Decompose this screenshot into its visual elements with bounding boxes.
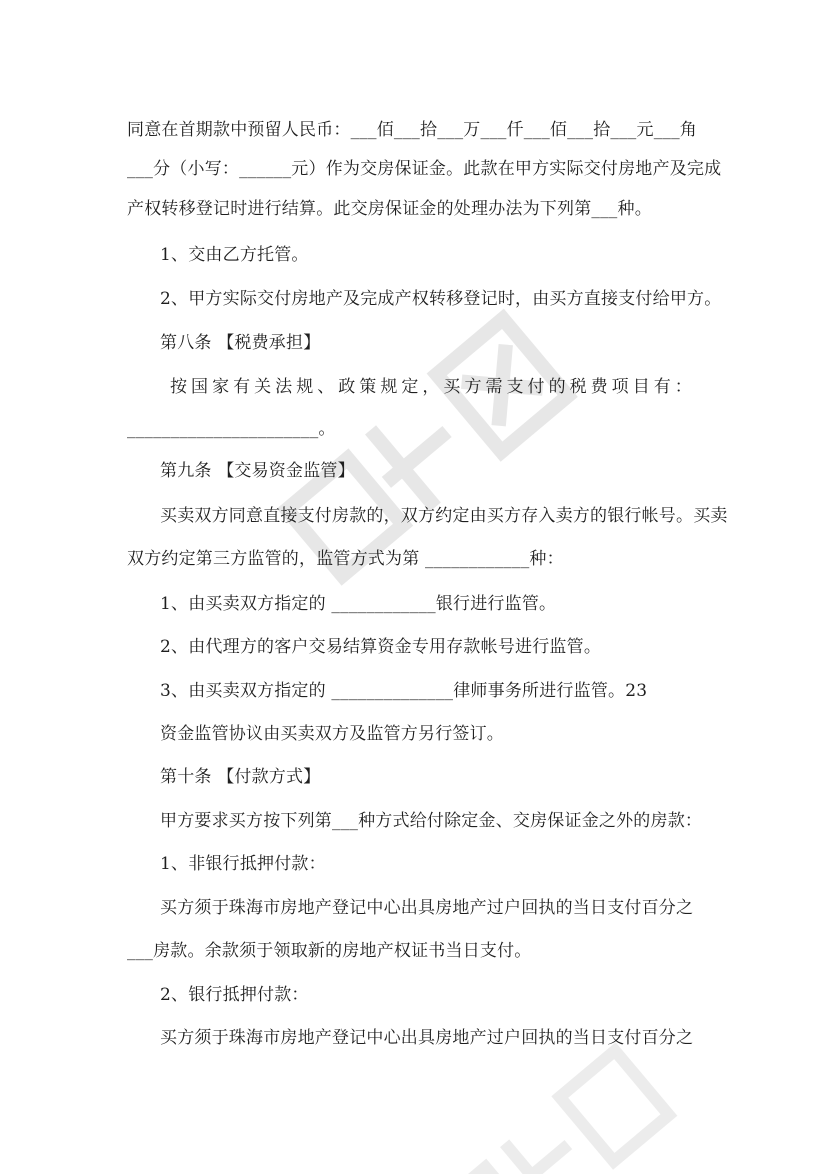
text-line: 资金监管协议由买卖双方及监管方另行签订。 (160, 724, 504, 744)
text-line: ___分（小写：______元）作为交房保证金。此款在甲方实际交付房地产及完成 (127, 159, 722, 179)
text-glyph: 政 (338, 377, 356, 397)
text-glyph: 目 (632, 377, 650, 397)
text-line (170, 377, 692, 397)
watermark-icon (245, 270, 605, 630)
text-line: 买卖双方同意直接支付房款的，双方约定由买方存入卖方的银行帐号。买卖 (160, 506, 728, 526)
text-line: 买方须于珠海市房地产登记中心出具房地产过户回执的当日支付百分之 (160, 898, 694, 918)
text-glyph: 税 (569, 377, 587, 397)
text-glyph: 国 (191, 377, 209, 397)
text-glyph: ： (674, 377, 692, 397)
text-glyph: 、 (317, 377, 335, 397)
text-glyph: 关 (254, 377, 272, 397)
text-glyph: 有 (653, 377, 671, 397)
section-heading: 第九条 【交易资金监管】 (160, 461, 355, 481)
text-line: 双方约定第三方监管的，监管方式为第 ____________种： (127, 549, 564, 569)
text-glyph: 项 (611, 377, 629, 397)
text-glyph: 策 (359, 377, 377, 397)
text-glyph: 支 (506, 377, 524, 397)
text-glyph: 买 (443, 377, 461, 397)
text-glyph: ， (422, 377, 440, 397)
text-glyph: 需 (485, 377, 503, 397)
list-item: 2、银行抵押付款： (160, 985, 309, 1005)
text-glyph: 有 (233, 377, 251, 397)
section-heading: 第十条 【付款方式】 (160, 767, 321, 787)
list-item: 3、由买卖双方指定的 ______________律师事务所进行监管。23 (160, 681, 648, 701)
text-glyph: 费 (590, 377, 608, 397)
list-item: 2、由代理方的客户交易结算资金专用存款帐号进行监管。 (160, 637, 602, 657)
text-glyph: 家 (212, 377, 230, 397)
text-line: 产权转移登记时进行结算。此交房保证金的处理办法为下列第___种。 (127, 199, 652, 219)
text-glyph: 付 (527, 377, 545, 397)
text-line: 买方须于珠海市房地产登记中心出具房地产过户回执的当日支付百分之 (160, 1028, 694, 1048)
text-line: ___房款。余款须于领取新的房地产权证书当日支付。 (127, 941, 532, 961)
list-item: 1、交由乙方托管。 (160, 245, 309, 265)
text-glyph: 按 (170, 377, 187, 397)
text-glyph: 的 (548, 377, 566, 397)
list-item: 2、甲方实际交付房地产及完成产权转移登记时，由买方直接支付给甲方。 (160, 289, 722, 309)
text-glyph: 规 (380, 377, 398, 397)
list-item: 1、由买卖双方指定的 ____________银行进行监管。 (160, 594, 557, 614)
text-glyph: 定 (401, 377, 419, 397)
text-line: ______________________。 (127, 419, 336, 439)
text-glyph: 方 (464, 377, 482, 397)
text-line: 同意在首期款中预留人民币：___佰___拾___万___仟___佰___拾___元___角 (127, 120, 697, 140)
text-glyph: 规 (296, 377, 314, 397)
text-glyph: 法 (275, 377, 293, 397)
section-heading: 第八条 【税费承担】 (160, 333, 321, 353)
text-line: 甲方要求买方按下列第___种方式给付除定金、交房保证金之外的房款： (160, 811, 703, 831)
list-item: 1、非银行抵押付款： (160, 854, 326, 874)
